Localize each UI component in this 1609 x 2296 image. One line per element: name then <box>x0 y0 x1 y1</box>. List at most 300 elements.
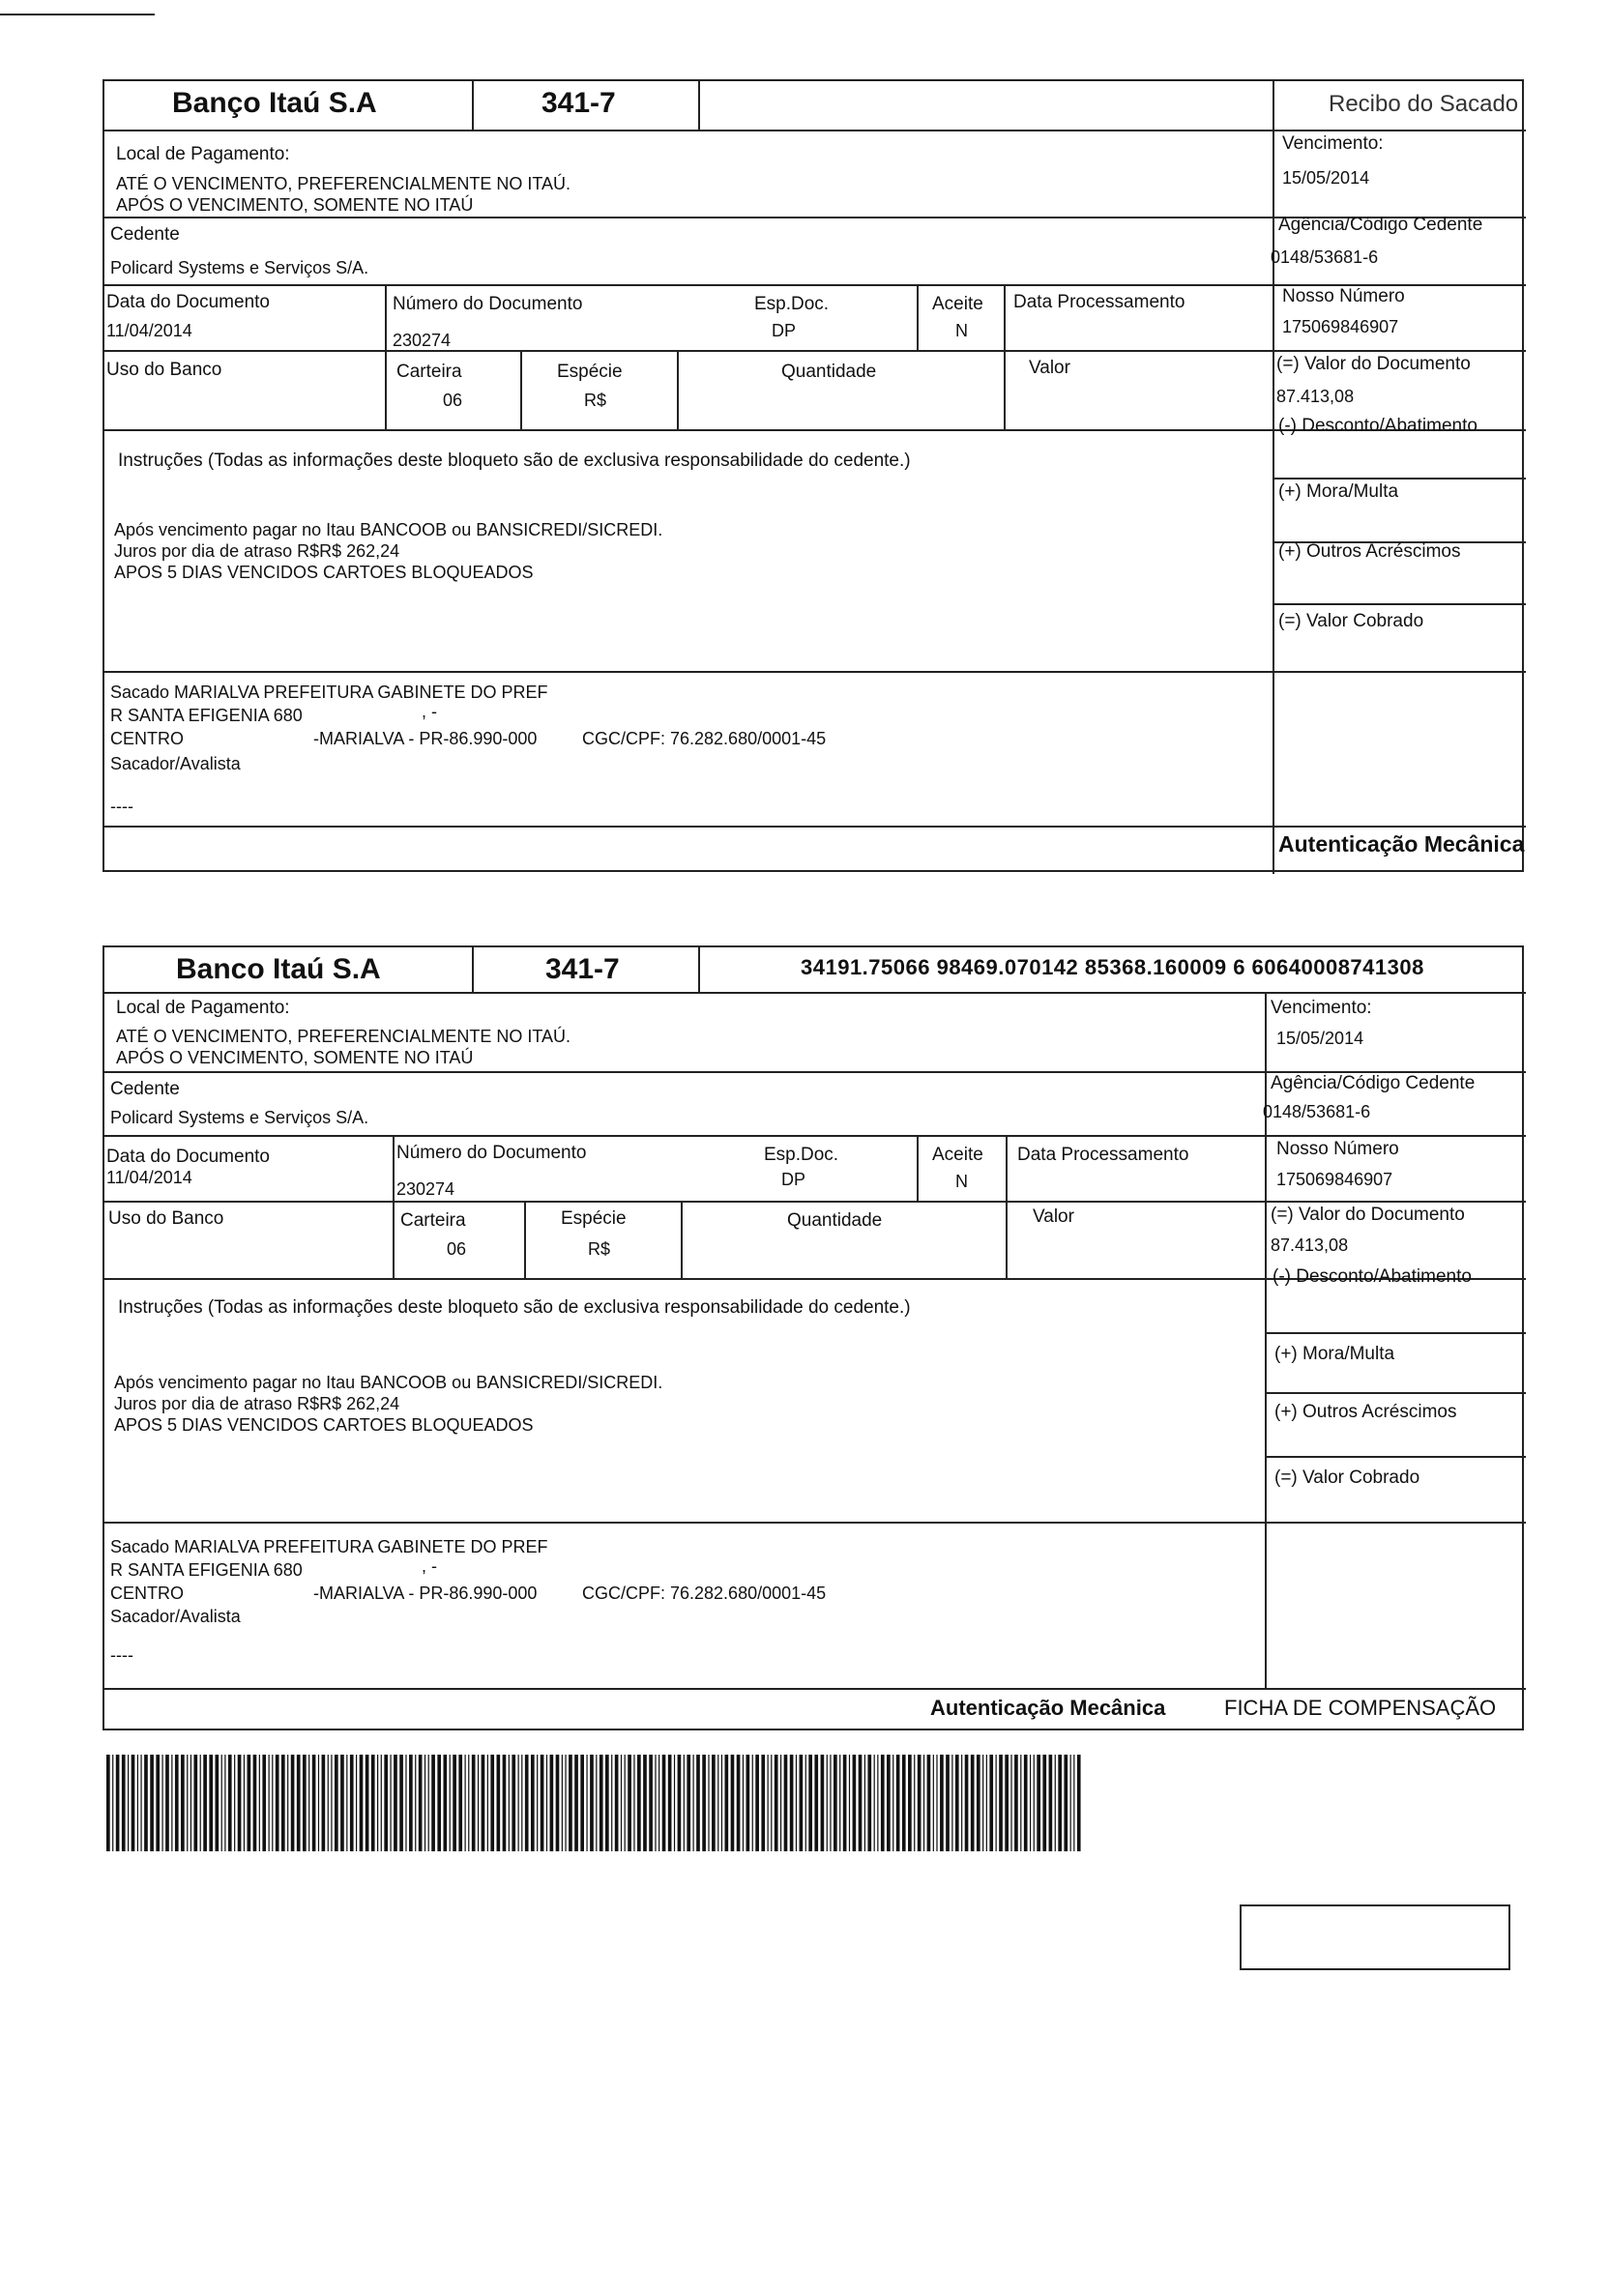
barcode-bar <box>830 1755 831 1851</box>
mora-label: (+) Mora/Multa <box>1274 1344 1395 1364</box>
barcode-bar <box>721 1755 722 1851</box>
barcode-bar <box>156 1755 160 1851</box>
barcode-bar <box>965 1755 969 1851</box>
valor-label: Valor <box>1029 358 1070 378</box>
nosso-numero-label: Nosso Número <box>1282 286 1405 306</box>
barcode-bar <box>881 1755 885 1851</box>
barcode-bar <box>808 1755 812 1851</box>
cedente-value: Policard Systems e Serviços S/A. <box>110 258 369 277</box>
barcode-bar <box>384 1755 388 1851</box>
barcode-bar <box>478 1755 479 1851</box>
vencimento-label: Vencimento: <box>1282 133 1384 154</box>
vencimento-label: Vencimento: <box>1271 998 1372 1018</box>
barcode-bar <box>140 1755 141 1851</box>
barcode-bar <box>814 1755 818 1851</box>
instrucao-1: Após vencimento pagar no Itau BANCOOB ou BANSICREDI/SICREDI. <box>114 1373 663 1392</box>
cedente-label: Cedente <box>110 224 180 245</box>
barcode-bar <box>415 1755 416 1851</box>
barcode-bar <box>662 1755 666 1851</box>
barcode-bar <box>839 1755 840 1851</box>
barcode-bar <box>144 1755 148 1851</box>
barcode-bar <box>951 1755 952 1851</box>
barcode-bar <box>784 1755 788 1851</box>
barcode-bar <box>137 1755 138 1851</box>
barcode-bar <box>569 1755 572 1851</box>
barcode-bar <box>771 1755 772 1851</box>
barcode-bar <box>472 1755 476 1851</box>
barcode-bar <box>692 1755 693 1851</box>
barcode-bar <box>1014 1755 1018 1851</box>
sacado-line2-sep: , - <box>422 702 437 721</box>
agencia-value: 0148/53681-6 <box>1271 247 1379 267</box>
local-pagamento-line2: APÓS O VENCIMENTO, SOMENTE NO ITAÚ <box>116 195 474 215</box>
barcode-bar <box>902 1755 906 1851</box>
barcode-bar <box>193 1755 197 1851</box>
outros-acrescimos-label: (+) Outros Acréscimos <box>1278 541 1461 562</box>
barcode-bar <box>335 1755 338 1851</box>
barcode-bar <box>1034 1755 1035 1851</box>
barcode-bar <box>586 1755 587 1851</box>
instrucao-2: Juros por dia de atraso R$R$ 262,24 <box>114 1394 400 1413</box>
uso-banco-label: Uso do Banco <box>108 1208 224 1229</box>
data-processamento-label: Data Processamento <box>1013 292 1185 312</box>
barcode-bar <box>637 1755 641 1851</box>
barcode-bar <box>768 1755 769 1851</box>
esp-doc-value: DP <box>781 1170 806 1189</box>
barcode-bar <box>346 1755 347 1851</box>
nosso-numero-value: 175069846907 <box>1282 317 1399 336</box>
barcode-bar <box>805 1755 806 1851</box>
barcode-bar <box>989 1755 993 1851</box>
barcode-bar <box>291 1755 295 1851</box>
barcode-bar <box>625 1755 626 1851</box>
barcode-bar <box>497 1755 501 1851</box>
barcode-bar <box>790 1755 794 1851</box>
barcode-bar <box>424 1755 425 1851</box>
barcode-bar <box>390 1755 391 1851</box>
barcode-bar <box>977 1755 980 1851</box>
barcode-bar <box>986 1755 987 1851</box>
barcode-bar <box>269 1755 270 1851</box>
barcode-bar <box>318 1755 319 1851</box>
barcode-bar <box>800 1755 804 1851</box>
barcode-bar <box>864 1755 865 1851</box>
barcode-bar <box>936 1755 937 1851</box>
barcode-bar <box>303 1755 307 1851</box>
barcode-bar <box>1055 1755 1056 1851</box>
barcode-bar <box>322 1755 326 1851</box>
barcode-bar <box>546 1755 547 1851</box>
barcode-bar <box>708 1755 709 1851</box>
barcode-bar <box>1024 1755 1028 1851</box>
autenticacao-mecanica: Autenticação Mecânica <box>1278 831 1525 857</box>
barcode-bar <box>982 1755 983 1851</box>
esp-doc-value: DP <box>772 321 797 340</box>
barcode-bar <box>717 1755 718 1851</box>
barcode-bar <box>684 1755 685 1851</box>
bank-code: 341-7 <box>541 87 616 119</box>
aceite-label: Aceite <box>932 294 983 314</box>
barcode-bar <box>405 1755 406 1851</box>
barcode-bar <box>590 1755 594 1851</box>
valor-documento-label: (=) Valor do Documento <box>1276 354 1471 374</box>
barcode-bar <box>428 1755 429 1851</box>
outros-acrescimos-label: (+) Outros Acréscimos <box>1274 1402 1457 1422</box>
barcode-bar <box>112 1755 113 1851</box>
barcode-bar <box>106 1755 110 1851</box>
barcode-bar <box>287 1755 288 1851</box>
sacado-line3-bairro: CENTRO <box>110 1584 184 1603</box>
autenticacao-mecanica: Autenticação Mecânica <box>930 1696 1166 1720</box>
quantidade-label: Quantidade <box>781 362 877 382</box>
barcode-bar <box>633 1755 634 1851</box>
barcode-bar <box>458 1755 462 1851</box>
barcode-bar <box>248 1755 251 1851</box>
sacado-line3-cpf: CGC/CPF: 76.282.680/0001-45 <box>582 1584 827 1603</box>
bank-name: Banco Itaú S.A <box>176 953 381 985</box>
barcode-bar <box>262 1755 266 1851</box>
numero-documento-label: Número do Documento <box>396 1143 587 1163</box>
valor-documento-value: 87.413,08 <box>1271 1235 1349 1255</box>
barcode-bar <box>874 1755 875 1851</box>
sacador-label: Sacador/Avalista <box>110 1607 241 1626</box>
barcode-bar <box>955 1755 959 1851</box>
numero-documento-value: 230274 <box>396 1179 455 1199</box>
sacado-line1: Sacado MARIALVA PREFEITURA GABINETE DO PREF <box>110 683 548 702</box>
vencimento-value: 15/05/2014 <box>1276 1029 1364 1048</box>
carteira-value: 06 <box>447 1239 467 1259</box>
barcode-bar <box>350 1755 354 1851</box>
barcode-bar <box>1064 1755 1068 1851</box>
carteira-label: Carteira <box>400 1210 466 1231</box>
local-pagamento-line2: APÓS O VENCIMENTO, SOMENTE NO ITAÚ <box>116 1048 474 1067</box>
instrucao-3: APOS 5 DIAS VENCIDOS CARTOES BLOQUEADOS <box>114 1415 534 1435</box>
barcode-bar <box>550 1755 554 1851</box>
barcode-bar <box>171 1755 172 1851</box>
barcode-bar <box>356 1755 357 1851</box>
data-processamento-label: Data Processamento <box>1017 1145 1189 1165</box>
cedente-value: Policard Systems e Serviços S/A. <box>110 1108 369 1127</box>
sacado-line2: R SANTA EFIGENIA 680 <box>110 1560 303 1580</box>
desconto-label: (-) Desconto/Abatimento <box>1278 416 1477 436</box>
barcode-bar <box>796 1755 797 1851</box>
barcode-bar <box>238 1755 242 1851</box>
barcode-bar <box>621 1755 622 1851</box>
mora-label: (+) Mora/Multa <box>1278 481 1399 502</box>
barcode-bar <box>122 1755 126 1851</box>
barcode-bar <box>468 1755 469 1851</box>
ficha-compensacao-label: FICHA DE COMPENSAÇÃO <box>1224 1696 1497 1720</box>
barcode-bar <box>150 1755 154 1851</box>
dashes: ---- <box>110 1645 133 1665</box>
numero-documento-value: 230274 <box>393 331 452 350</box>
barcode-bar <box>381 1755 382 1851</box>
sacado-line3-cidade: -MARIALVA - PR-86.990-000 <box>313 1584 538 1603</box>
barcode-bar <box>224 1755 225 1851</box>
barcode-bar <box>687 1755 690 1851</box>
sacado-line2-sep: , - <box>422 1556 437 1576</box>
barcode-bar <box>725 1755 729 1851</box>
barcode-bar <box>1010 1755 1011 1851</box>
barcode-bar <box>752 1755 753 1851</box>
barcode-bar <box>371 1755 375 1851</box>
data-documento-value: 11/04/2014 <box>106 1168 192 1187</box>
barcode-bar <box>668 1755 672 1851</box>
barcode-bar <box>234 1755 235 1851</box>
barcode-bar <box>674 1755 675 1851</box>
barcode-bar <box>419 1755 423 1851</box>
barcode-bar <box>259 1755 260 1851</box>
esp-doc-label: Esp.Doc. <box>754 294 830 314</box>
barcode-bar <box>562 1755 563 1851</box>
barcode-bar <box>328 1755 329 1851</box>
local-pagamento-line1: ATÉ O VENCIMENTO, PREFERENCIALMENTE NO ITAÚ. <box>116 1027 571 1046</box>
barcode-bar <box>399 1755 403 1851</box>
barcode-bar <box>1037 1755 1040 1851</box>
receipt-title: Recibo do Sacado <box>1329 91 1519 117</box>
barcode-bar <box>509 1755 510 1851</box>
data-documento-label: Data do Documento <box>106 292 270 312</box>
barcode-bar <box>443 1755 447 1851</box>
barcode-bar <box>853 1755 857 1851</box>
barcode-bar <box>999 1755 1003 1851</box>
barcode-bar <box>297 1755 301 1851</box>
barcode-bar <box>696 1755 700 1851</box>
barcode-bar <box>731 1755 735 1851</box>
barcode-bar <box>453 1755 456 1851</box>
barcode-bar <box>221 1755 222 1851</box>
bank-name: Banço Itaú S.A <box>172 87 377 119</box>
barcode-bar <box>331 1755 332 1851</box>
barcode-bar <box>1073 1755 1074 1851</box>
barcode-bar <box>712 1755 716 1851</box>
barcode-bar <box>628 1755 631 1851</box>
sacado-line2: R SANTA EFIGENIA 680 <box>110 706 303 725</box>
barcode-bar <box>215 1755 219 1851</box>
barcode-bar <box>281 1755 285 1851</box>
barcode-bar <box>914 1755 915 1851</box>
barcode-bar <box>859 1755 863 1851</box>
especie-label: Espécie <box>561 1208 627 1229</box>
barcode-bar <box>971 1755 975 1851</box>
barcode-bar <box>482 1755 485 1851</box>
barcode-bar <box>940 1755 944 1851</box>
barcode-bar <box>175 1755 179 1851</box>
sacado-line3-bairro: CENTRO <box>110 729 184 748</box>
nosso-numero-value: 175069846907 <box>1276 1170 1393 1189</box>
barcode-bar <box>272 1755 273 1851</box>
barcode-bar <box>892 1755 893 1851</box>
barcode-bar <box>531 1755 535 1851</box>
barcode-bar <box>521 1755 522 1851</box>
especie-label: Espécie <box>557 362 623 382</box>
barcode-bar <box>1042 1755 1046 1851</box>
barcode-bar <box>209 1755 213 1851</box>
agencia-label: Agência/Código Cedente <box>1278 215 1483 235</box>
nosso-numero-label: Nosso Número <box>1276 1139 1399 1159</box>
desconto-label: (-) Desconto/Abatimento <box>1273 1266 1472 1287</box>
barcode-bar <box>503 1755 507 1851</box>
barcode-bar <box>996 1755 997 1851</box>
barcode-bar <box>128 1755 129 1851</box>
barcode-bar <box>896 1755 900 1851</box>
aceite-value: N <box>955 321 968 340</box>
barcode-bar <box>918 1755 922 1851</box>
barcode-bar <box>161 1755 162 1851</box>
barcode-bar <box>132 1755 135 1851</box>
barcode-bar <box>615 1755 619 1851</box>
numero-documento-label: Número do Documento <box>393 294 583 314</box>
barcode-bar <box>1077 1755 1081 1851</box>
barcode-bar <box>377 1755 378 1851</box>
linha-digitavel: 34191.75066 98469.070142 85368.160009 6 60640008741308 <box>801 955 1424 979</box>
barcode-bar <box>312 1755 316 1851</box>
barcode-bar <box>490 1755 494 1851</box>
barcode-bar <box>761 1755 765 1851</box>
sacado-line1: Sacado MARIALVA PREFEITURA GABINETE DO PREF <box>110 1537 548 1556</box>
barcode-bar <box>431 1755 435 1851</box>
barcode-bar <box>340 1755 344 1851</box>
barcode-bar <box>908 1755 912 1851</box>
barcode-bar <box>678 1755 682 1851</box>
barcode-bar <box>946 1755 950 1851</box>
uso-banco-label: Uso do Banco <box>106 360 222 380</box>
barcode-bar <box>512 1755 515 1851</box>
barcode-bar <box>827 1755 828 1851</box>
especie-value: R$ <box>588 1239 611 1259</box>
barcode-bar <box>556 1755 560 1851</box>
barcode-bar <box>755 1755 759 1851</box>
barcode-bar <box>658 1755 659 1851</box>
barcode-bar <box>1058 1755 1062 1851</box>
carteira-value: 06 <box>443 391 463 410</box>
barcode-bar <box>360 1755 364 1851</box>
barcode-bar <box>1030 1755 1031 1851</box>
barcode-bar <box>780 1755 781 1851</box>
instrucao-3: APOS 5 DIAS VENCIDOS CARTOES BLOQUEADOS <box>114 563 534 582</box>
valor-cobrado-label: (=) Valor Cobrado <box>1278 611 1424 631</box>
barcode-bar <box>743 1755 744 1851</box>
barcode-bar <box>1049 1755 1053 1851</box>
barcode-bar <box>600 1755 603 1851</box>
barcode-bar <box>867 1755 871 1851</box>
quantidade-label: Quantidade <box>787 1210 883 1231</box>
barcode-bar <box>450 1755 451 1851</box>
barcode <box>106 1755 1083 1851</box>
barcode-bar <box>775 1755 778 1851</box>
barcode-bar <box>596 1755 597 1851</box>
data-documento-label: Data do Documento <box>106 1147 270 1167</box>
barcode-bar <box>927 1755 931 1851</box>
barcode-bar <box>1020 1755 1021 1851</box>
ficha-de-compensacao <box>102 945 1524 1730</box>
barcode-bar <box>116 1755 120 1851</box>
barcode-bar <box>165 1755 169 1851</box>
barcode-bar <box>187 1755 188 1851</box>
instrucoes-label: Instruções (Todas as informações deste bloqueto são de exclusiva responsabilidade do cedente.) <box>118 450 911 471</box>
sacador-label: Sacador/Avalista <box>110 754 241 773</box>
barcode-bar <box>834 1755 837 1851</box>
local-pagamento-line1: ATÉ O VENCIMENTO, PREFERENCIALMENTE NO ITAÚ. <box>116 174 571 193</box>
barcode-bar <box>702 1755 706 1851</box>
barcode-bar <box>574 1755 578 1851</box>
barcode-bar <box>181 1755 185 1851</box>
barcode-bar <box>565 1755 566 1851</box>
local-pagamento-label: Local de Pagamento: <box>116 998 290 1018</box>
valor-documento-label: (=) Valor do Documento <box>1271 1205 1465 1225</box>
barcode-bar <box>821 1755 825 1851</box>
barcode-bar <box>649 1755 653 1851</box>
barcode-bar <box>276 1755 279 1851</box>
barcode-bar <box>1070 1755 1071 1851</box>
barcode-bar <box>203 1755 207 1851</box>
barcode-bar <box>537 1755 538 1851</box>
top-edge-rule <box>0 14 155 15</box>
barcode-bar <box>487 1755 488 1851</box>
barcode-bar <box>843 1755 847 1851</box>
barcode-bar <box>518 1755 519 1851</box>
recibo-do-sacado <box>102 79 1524 872</box>
barcode-bar <box>200 1755 201 1851</box>
barcode-bar <box>605 1755 609 1851</box>
barcode-bar <box>887 1755 891 1851</box>
especie-value: R$ <box>584 391 607 410</box>
instrucoes-label: Instruções (Todas as informações deste bloqueto são de exclusiva responsabilidade do cedente.) <box>118 1297 911 1318</box>
barcode-bar <box>308 1755 309 1851</box>
barcode-bar <box>580 1755 584 1851</box>
barcode-bar <box>228 1755 232 1851</box>
barcode-bar <box>655 1755 656 1851</box>
barcode-bar <box>643 1755 647 1851</box>
barcode-bar <box>933 1755 934 1851</box>
barcode-bar <box>611 1755 612 1851</box>
valor-documento-value: 87.413,08 <box>1276 387 1355 406</box>
barcode-bar <box>849 1755 850 1851</box>
authentication-stub-box <box>1240 1904 1510 1970</box>
carteira-label: Carteira <box>396 362 462 382</box>
cedente-label: Cedente <box>110 1079 180 1099</box>
barcode-bar <box>737 1755 741 1851</box>
agencia-value: 0148/53681-6 <box>1263 1102 1371 1121</box>
barcode-bar <box>409 1755 413 1851</box>
valor-label: Valor <box>1033 1206 1074 1227</box>
sacado-line3-cpf: CGC/CPF: 76.282.680/0001-45 <box>582 729 827 748</box>
sacado-line3-cidade: -MARIALVA - PR-86.990-000 <box>313 729 538 748</box>
barcode-bar <box>437 1755 441 1851</box>
barcode-bar <box>541 1755 544 1851</box>
barcode-bar <box>525 1755 529 1851</box>
esp-doc-label: Esp.Doc. <box>764 1145 839 1165</box>
barcode-bar <box>190 1755 191 1851</box>
data-documento-value: 11/04/2014 <box>106 321 192 340</box>
barcode-bar <box>465 1755 466 1851</box>
dashes: ---- <box>110 797 133 816</box>
valor-cobrado-label: (=) Valor Cobrado <box>1274 1468 1420 1488</box>
agencia-label: Agência/Código Cedente <box>1271 1073 1476 1093</box>
aceite-label: Aceite <box>932 1145 983 1165</box>
barcode-bar <box>877 1755 878 1851</box>
instrucao-1: Após vencimento pagar no Itau BANCOOB ou BANSICREDI/SICREDI. <box>114 520 663 539</box>
aceite-value: N <box>955 1172 968 1191</box>
barcode-bar <box>746 1755 750 1851</box>
barcode-bar <box>961 1755 962 1851</box>
vencimento-value: 15/05/2014 <box>1282 168 1370 188</box>
barcode-bar <box>253 1755 257 1851</box>
instrucao-2: Juros por dia de atraso R$R$ 262,24 <box>114 541 400 561</box>
barcode-bar <box>366 1755 369 1851</box>
barcode-bar <box>394 1755 397 1851</box>
barcode-bar <box>1005 1755 1009 1851</box>
